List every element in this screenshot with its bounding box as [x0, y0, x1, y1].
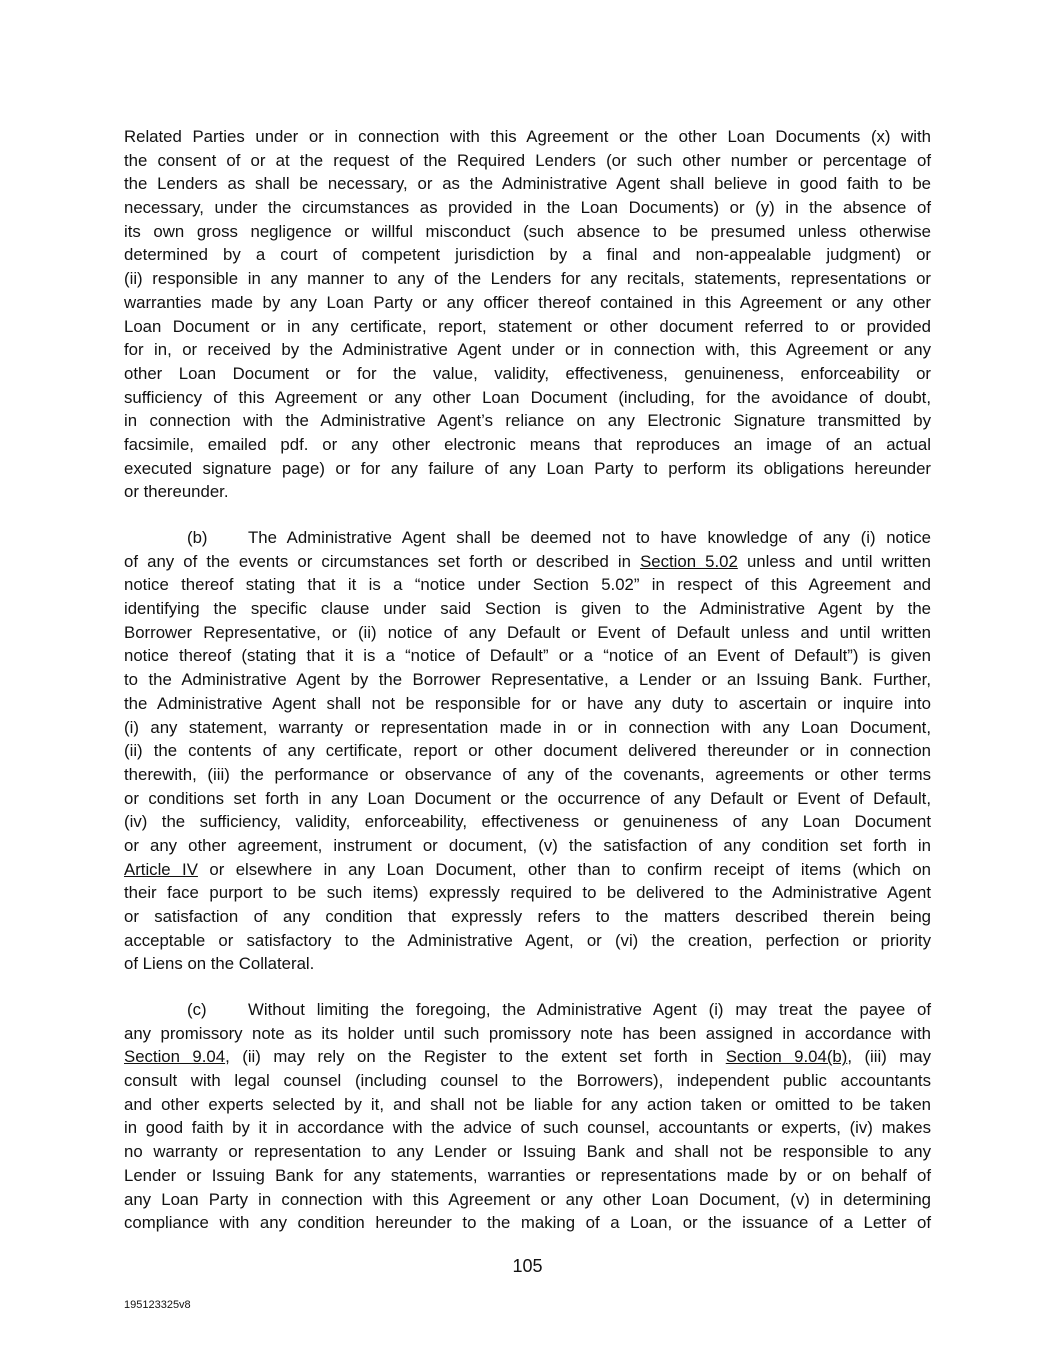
text-segment: The Administrative Agent shall be deemed not to have knowledge of any (i) notice — [248, 528, 931, 547]
text-line — [124, 1022, 931, 1046]
text-segment: notice thereof stating that it is a “notice under Section 5.02” in respect of this Agreement and — [124, 575, 931, 595]
text-line — [124, 668, 931, 692]
text-segment: notice thereof (stating that it is a “notice of Default” or a “notice of an Event of Default”) is given — [124, 646, 931, 666]
text-line — [124, 267, 931, 291]
text-segment: executed signature page) or for any failure of any Loan Party to perform its obligations hereunder — [124, 458, 931, 478]
text-segment: (ii) the contents of any certificate, report or other document delivered thereunder or in connection — [124, 741, 931, 761]
text-segment: in good faith by it in accordance with the advice of such counsel, accountants or experts, (iv) makes — [124, 1118, 931, 1138]
text-line — [124, 858, 931, 882]
text-line — [124, 881, 931, 905]
text-segment: , (ii) may rely on the Register to the extent set forth in — [225, 1047, 726, 1067]
cross-reference: Section 9.04(b) — [725, 1047, 848, 1067]
cross-reference: Section 5.02 — [640, 551, 738, 571]
text-line — [124, 1116, 931, 1140]
text-segment: any Loan Party in connection with this Agreement or any other Loan Document, (v) in determining — [124, 1189, 931, 1209]
text-segment: the Lenders as shall be necessary, or as the Administrative Agent shall believe in good faith to be — [124, 174, 931, 194]
text-line — [124, 1211, 931, 1235]
text-segment: identifying the specific clause under said Section is given to the Administrative Agent by the — [124, 599, 931, 619]
text-line — [124, 952, 931, 976]
text-segment: determined by a court of competent jurisdiction by a final and non-appealable judgment) or — [124, 245, 931, 265]
text-segment: unless and until written — [737, 551, 932, 571]
text-line — [124, 338, 931, 362]
paragraph-c — [124, 998, 931, 1235]
text-segment: or satisfaction of any condition that expressly refers to the matters described therein being — [124, 907, 931, 926]
text-segment: or conditions set forth in any Loan Document or the occurrence of any Default or Event of Default, — [124, 788, 931, 808]
text-segment: (iv) the sufficiency, validity, enforceability, effectiveness or genuineness of any Loan Document — [124, 812, 931, 832]
document-id: 195123325v8 — [124, 1299, 191, 1311]
text-line — [124, 315, 931, 339]
text-segment: Related Parties under or in connection with this Agreement or the other Loan Documents (x) with — [124, 127, 931, 146]
text-line — [124, 810, 931, 834]
text-segment: or thereunder. — [124, 482, 229, 502]
text-line — [124, 573, 931, 597]
text-line — [124, 220, 931, 244]
text-segment: warranties made by any Loan Party or any officer thereof contained in this Agreement or any other — [124, 292, 931, 312]
text-line — [124, 998, 931, 1022]
text-line — [124, 243, 931, 267]
text-segment: for in, or received by the Administrative Agent under or in connection with, this Agreement or any — [124, 340, 931, 360]
text-segment: therewith, (iii) the performance or observance of any of the covenants, agreements or other terms — [124, 764, 931, 784]
text-segment: sufficiency of this Agreement or any other Loan Document (including, for the avoidance of doubt, — [124, 387, 931, 407]
text-segment: (i) any statement, warranty or representation made in or in connection with any Loan Document, — [124, 717, 931, 737]
text-line — [124, 457, 931, 481]
text-line — [124, 409, 931, 433]
text-segment: any promissory note as its holder until such promissory note has been assigned in accordance with — [124, 1023, 931, 1043]
text-line — [124, 621, 931, 645]
cross-reference: Section 9.04 — [124, 1047, 226, 1067]
text-segment: its own gross negligence or willful misconduct (such absence to be presumed unless otherwise — [124, 221, 931, 241]
paragraph-label: (c) — [187, 1000, 207, 1019]
paragraph-a-continuation — [124, 125, 931, 504]
text-line — [124, 834, 931, 858]
text-line — [124, 787, 931, 811]
text-line — [124, 716, 931, 740]
text-segment: Borrower Representative, or (ii) notice of any Default or Event of Default unless and until written — [124, 622, 931, 642]
text-segment: compliance with any condition hereunder to the making of a Loan, or the issuance of a Letter of — [124, 1213, 931, 1233]
text-segment: necessary, under the circumstances as provided in the Loan Documents) or (y) in the absence of — [124, 198, 931, 218]
text-line — [124, 905, 931, 929]
text-line — [124, 1045, 931, 1069]
text-line — [124, 149, 931, 173]
cross-reference: Article IV — [124, 859, 198, 879]
text-line — [124, 1069, 931, 1093]
text-segment: consult with legal counsel (including counsel to the Borrowers), independent public accountants — [124, 1071, 931, 1091]
text-line — [124, 196, 931, 220]
text-line — [124, 386, 931, 410]
text-segment: the Administrative Agent shall not be responsible for or have any duty to ascertain or inquire into — [124, 693, 931, 713]
text-segment: the consent of or at the request of the Required Lenders (or such other number or percentage of — [124, 150, 931, 170]
text-segment: acceptable or satisfactory to the Administrative Agent, or (vi) the creation, perfection or priority — [124, 930, 931, 950]
text-line — [124, 1093, 931, 1117]
text-segment: Without limiting the foregoing, the Administrative Agent (i) may treat the payee of — [248, 1000, 931, 1019]
text-segment: of any of the events or circumstances set forth or described in — [124, 551, 641, 571]
text-segment: Lender or Issuing Bank for any statements, warranties or representations made by or on behalf of — [124, 1165, 931, 1185]
text-line — [124, 362, 931, 386]
text-line — [124, 433, 931, 457]
text-line — [124, 692, 931, 716]
text-segment: their face purport to be such items) expressly required to be delivered to the Administrative Agent — [124, 883, 931, 903]
text-segment: of Liens on the Collateral. — [124, 954, 315, 974]
text-segment: Loan Document or in any certificate, report, statement or other document referred to or provided — [124, 316, 931, 336]
text-line — [124, 125, 931, 149]
text-line — [124, 1140, 931, 1164]
text-line — [124, 172, 931, 196]
text-line — [124, 739, 931, 763]
page-number: 105 — [512, 1256, 543, 1276]
text-line — [124, 526, 931, 550]
text-line — [124, 1164, 931, 1188]
text-segment: or any other agreement, instrument or document, (v) the satisfaction of any condition set forth in — [124, 835, 931, 855]
text-segment: to the Administrative Agent by the Borrower Representative, a Lender or an Issuing Bank. Further, — [124, 670, 931, 690]
text-segment: and other experts selected by it, and shall not be liable for any action taken or omitted to be taken — [124, 1094, 931, 1114]
text-segment: , (iii) may — [847, 1047, 931, 1067]
paragraph-label: (b) — [187, 528, 208, 547]
text-segment: in connection with the Administrative Agent’s reliance on any Electronic Signature transmitted by — [124, 411, 931, 431]
text-line — [124, 644, 931, 668]
text-line — [124, 763, 931, 787]
text-segment: or elsewhere in any Loan Document, other than to confirm receipt of items (which on — [197, 859, 931, 879]
text-segment: no warranty or representation to any Lender or Issuing Bank and shall not be responsible to any — [124, 1142, 931, 1162]
text-line — [124, 550, 931, 574]
paragraph-b — [124, 526, 931, 976]
text-line — [124, 597, 931, 621]
text-line — [124, 929, 931, 953]
text-segment: (ii) responsible in any manner to any of the Lenders for any recitals, statements, representations or — [124, 269, 931, 289]
text-line — [124, 291, 931, 315]
text-segment: facsimile, emailed pdf. or any other electronic means that reproduces an image of an actual — [124, 434, 931, 454]
text-line — [124, 480, 931, 504]
text-segment: other Loan Document or for the value, validity, effectiveness, genuineness, enforceability or — [124, 363, 931, 383]
text-line — [124, 1188, 931, 1212]
